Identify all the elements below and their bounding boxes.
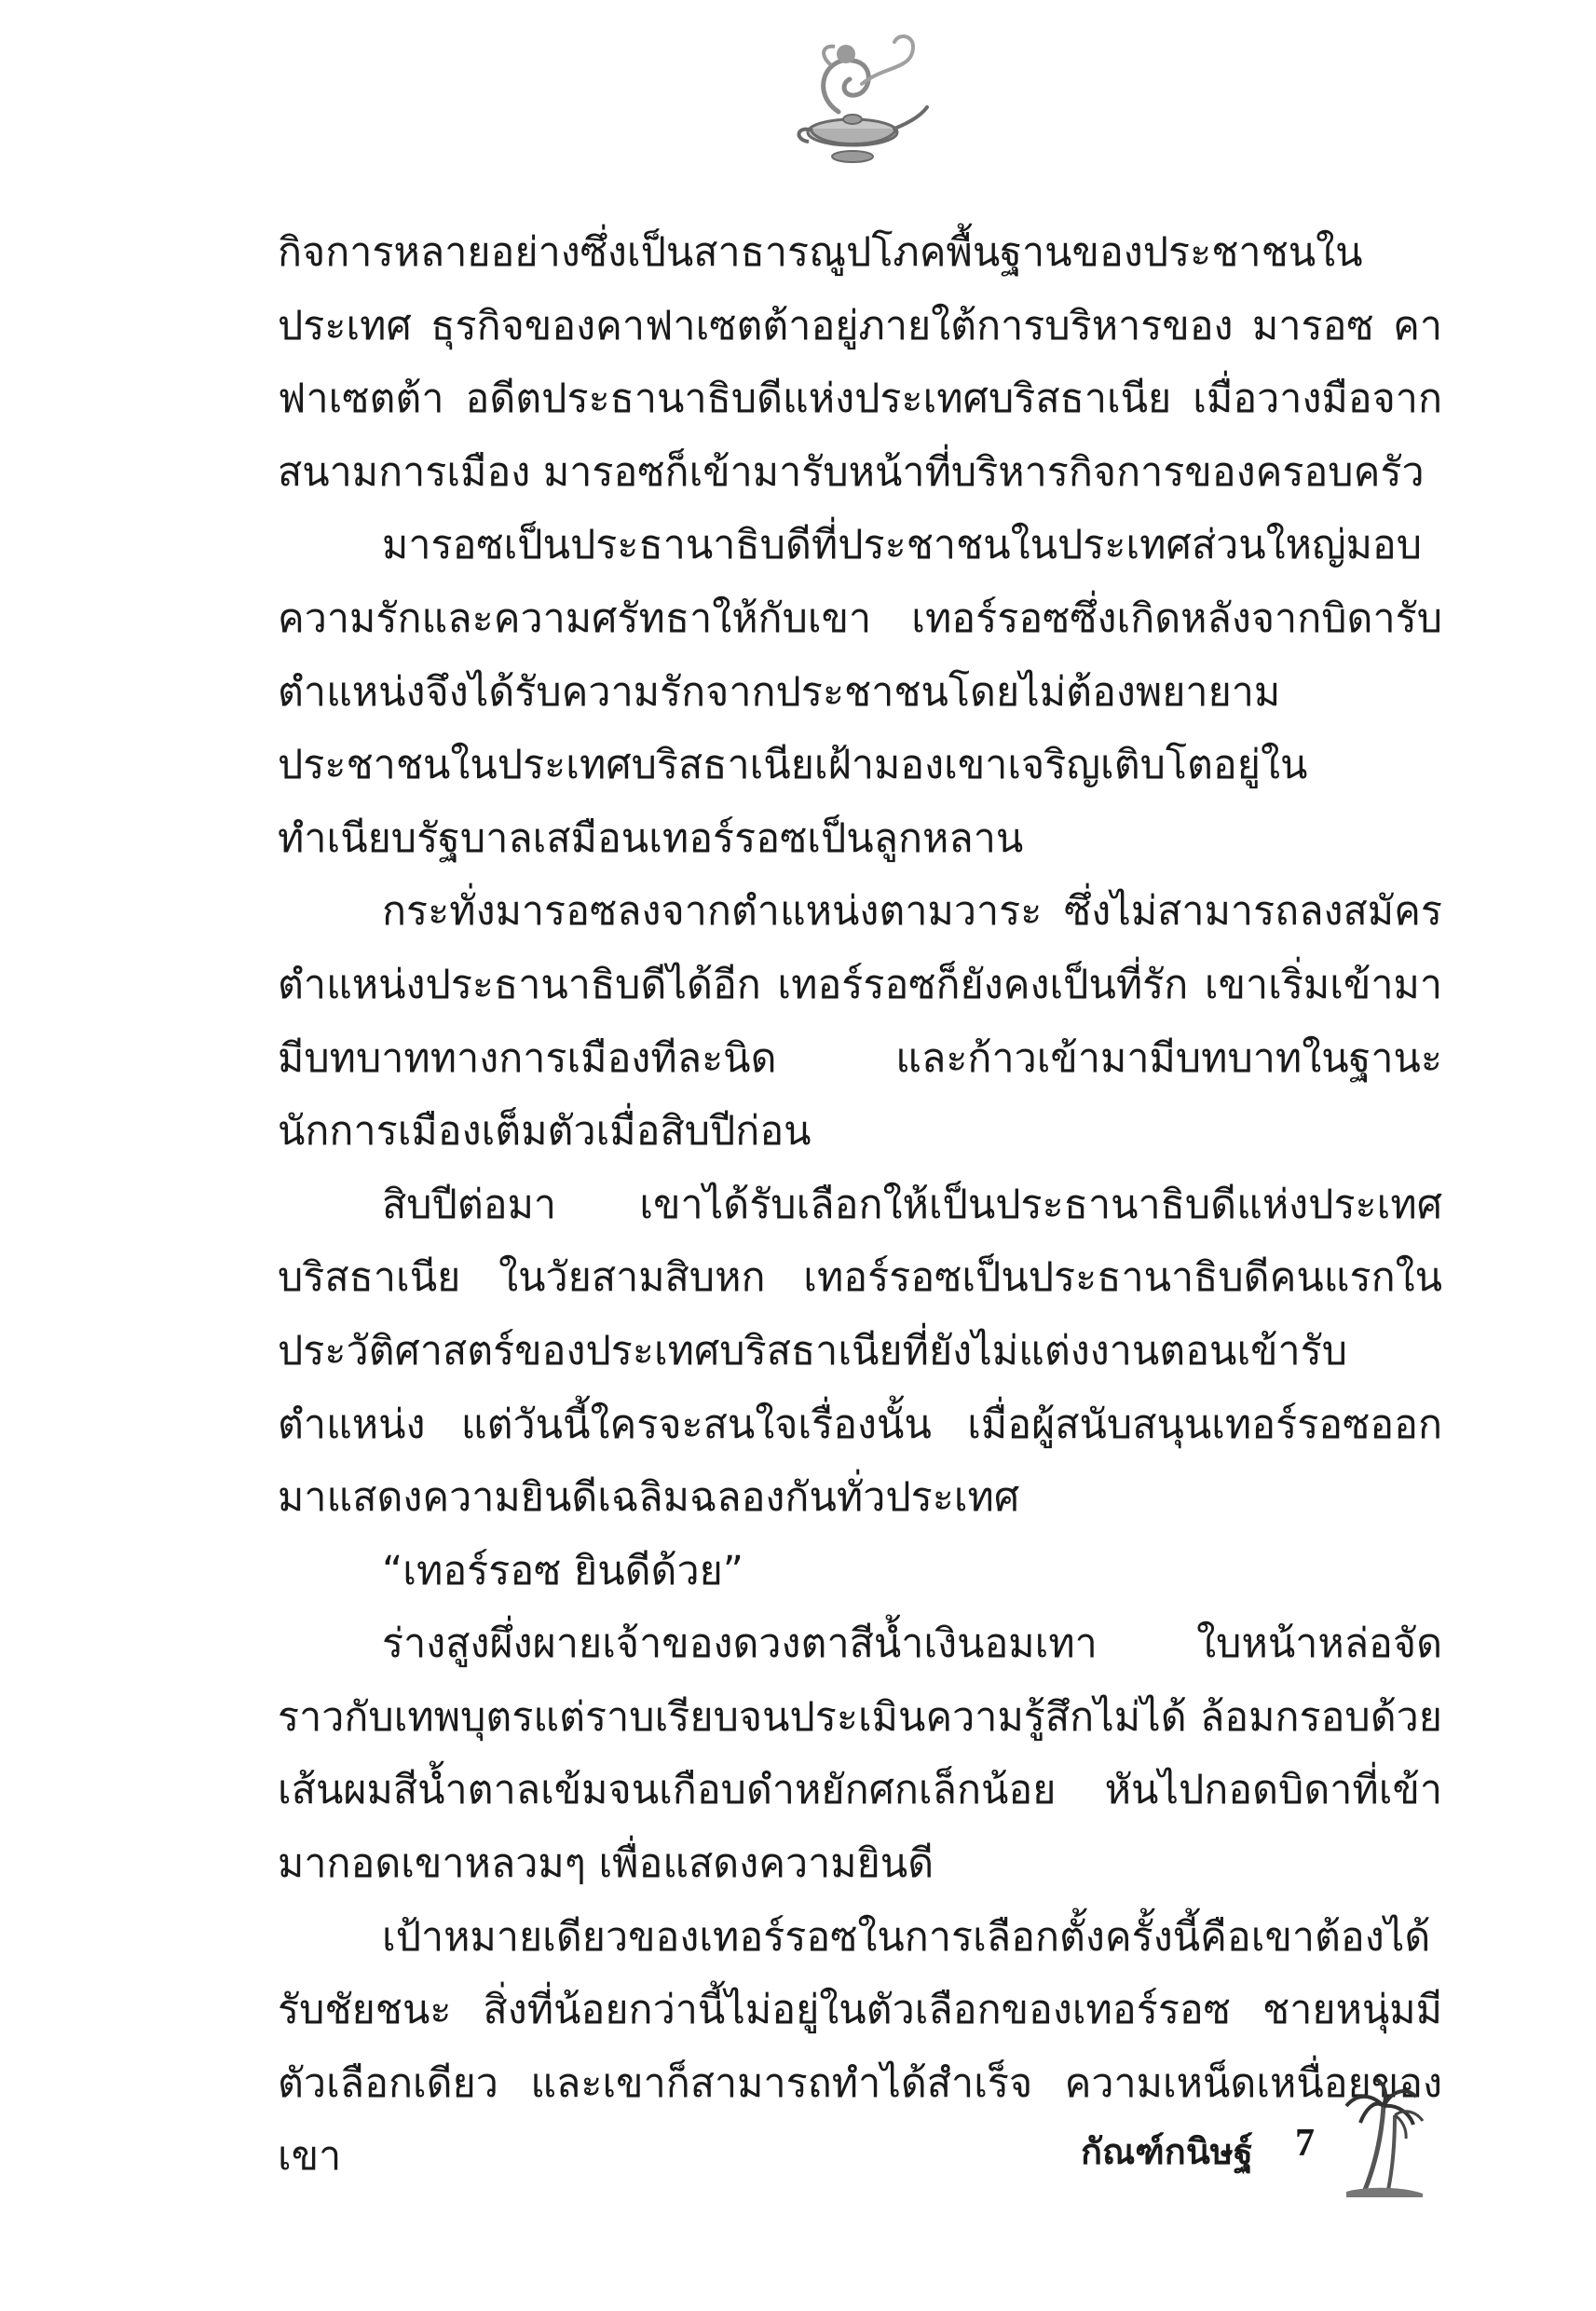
page-footer	[1071, 2078, 1425, 2218]
paragraph: กิจการหลายอย่างซึ่งเป็นสาธารณูปโภคพื้นฐานของประชาชนในประเทศ ธุรกิจของคาฟาเซตต้าอยู่ภายใต้การบริหารของ มารอซ คาฟาเซตต้า อดีตประธานาธิบดีแห่งประเทศบริสธาเนีย เมื่อวางมือจากสนามการเมือง มารอซก็เข้ามารับหน้าที่บริหารกิจการของครอบครัว	[278, 229, 1442, 496]
paragraph: ร่างสูงผึ่งผายเจ้าของดวงตาสีน้ำเงินอมเทา ใบหน้าหล่อจัดราวกับเทพบุตรแต่ราบเรียบจนประเมินความรู้สึกไม่ได้ ล้อมกรอบด้วยเส้นผมสีน้ำตาลเข้มจนเกือบดำหยักศกเล็กน้อย หันไปกอดบิดาที่เข้ามากอดเขาหลวมๆ เพื่อแสดงความยินดี	[278, 1620, 1442, 1888]
paragraph: “เทอร์รอซ ยินดีด้วย”	[382, 1547, 744, 1594]
paragraph: กระทั่งมารอซลงจากตำแหน่งตามวาระ ซึ่งไม่สามารถลงสมัครตำแหน่งประธานาธิบดีได้อีก เทอร์รอซก็ยังคงเป็นที่รัก เขาเริ่มเข้ามามีบทบาททางการเมืองทีละนิด และก้าวเข้ามามีบทบาทในฐานะนักการเมืองเต็มตัวเมื่อสิบปีก่อน	[278, 888, 1442, 1156]
paragraph: สิบปีต่อมา เขาได้รับเลือกให้เป็นประธานาธิบดีแห่งประเทศบริสธาเนีย ในวัยสามสิบหก เทอร์รอซเป็นประธานาธิบดีคนแรกในประวัติศาสตร์ของประเทศบริสธาเนียที่ยังไม่แต่งงานตอนเข้ารับตำแหน่ง แต่วันนี้ใครจะสนใจเรื่องนั้น เมื่อผู้สนับสนุนเทอร์รอซออกมาแสดงความยินดีเฉลิมฉลองกันทั่วประเทศ	[278, 1181, 1442, 1522]
paragraph: มารอซเป็นประธานาธิบดีที่ประชาชนในประเทศส่วนใหญ่มอบความรักและความศรัทธาให้กับเขา เทอร์รอซซึ่งเกิดหลังจากบิดารับตำแหน่งจึงได้รับความรักจากประชาชนโดยไม่ต้องพยายาม ประชาชนในประเทศบริสธาเนียเฝ้ามองเขาเจริญเติบโตอยู่ในทำเนียบรัฐบาลเสมือนเทอร์รอซเป็นลูกหลาน	[278, 522, 1442, 862]
genie-lamp-icon	[773, 28, 932, 168]
book-title: กัณฑ์กนิษฐ์	[1081, 2131, 1253, 2172]
body-text	[278, 216, 1442, 2194]
palm-tree-icon	[1337, 2078, 1425, 2199]
page-number: 7	[1295, 2122, 1315, 2165]
paragraph: เป้าหมายเดียวของเทอร์รอซในการเลือกตั้งครั้งนี้คือเขาต้องได้รับชัยชนะ สิ่งที่น้อยกว่านี้ไม่อยู่ในตัวเลือกของเทอร์รอซ ชายหนุ่มมีตัวเลือกเดียว และเขาก็สามารถทำได้สำเร็จ ความเหน็ดเหนื่อยของเขา	[278, 1913, 1442, 2181]
